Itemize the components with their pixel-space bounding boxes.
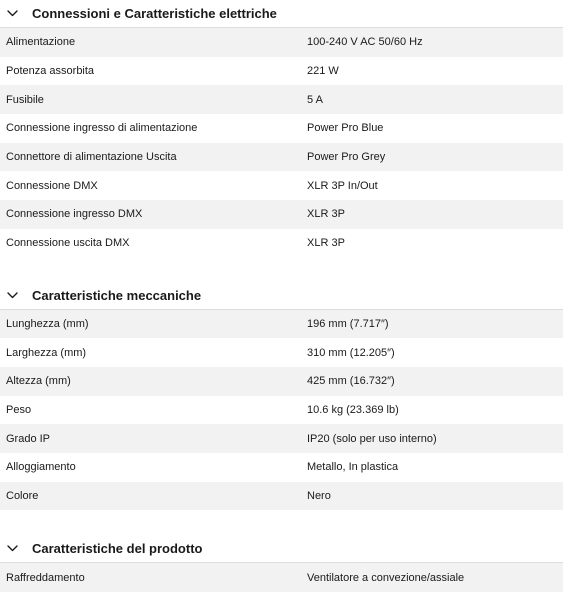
spec-label: Raffreddamento — [6, 571, 85, 584]
spec-table — [0, 309, 563, 511]
spec-row — [0, 114, 563, 143]
spec-label: Peso — [6, 403, 32, 416]
spec-row — [0, 28, 563, 57]
spec-value: 425 mm (16.732″) — [307, 375, 395, 388]
spec-label: Potenza assorbita — [6, 65, 95, 78]
section-header-electrical[interactable] — [0, 0, 563, 27]
section-title: Caratteristiche meccaniche — [32, 287, 202, 303]
spec-label: Alimentazione — [6, 36, 76, 49]
spec-label: Colore — [6, 489, 39, 502]
spec-label: Connettore di alimentazione Uscita — [6, 151, 177, 164]
spec-row — [0, 338, 563, 367]
spec-row — [0, 200, 563, 229]
chevron-down-icon[interactable] — [5, 7, 19, 21]
section-title: Connessioni e Caratteristiche elettriche — [32, 6, 277, 21]
section-product — [0, 535, 563, 592]
spec-value: Metallo, In plastica — [307, 461, 399, 474]
spec-row — [0, 453, 563, 482]
spec-label: Connessione uscita DMX — [6, 237, 130, 250]
spec-table — [0, 562, 563, 592]
spec-label: Altezza (mm) — [6, 375, 71, 388]
spec-row — [0, 424, 563, 453]
spec-row — [0, 310, 563, 339]
section-header-mechanical[interactable] — [0, 282, 563, 309]
spec-row — [0, 57, 563, 86]
spec-label: Alloggiamento — [6, 461, 76, 474]
spec-row — [0, 367, 563, 396]
section-electrical — [0, 0, 563, 258]
spec-label: Larghezza (mm) — [6, 346, 87, 359]
spec-value: Nero — [307, 489, 331, 502]
spec-value: 196 mm (7.717″) — [307, 317, 389, 330]
spec-row — [0, 482, 563, 511]
spec-value: 100-240 V AC 50/60 Hz — [307, 36, 423, 49]
section-spacer — [0, 258, 563, 282]
spec-value: XLR 3P In/Out — [307, 179, 378, 192]
spec-label: Connessione ingresso di alimentazione — [6, 122, 198, 135]
spec-row — [0, 229, 563, 258]
spec-value: 5 A — [307, 93, 323, 106]
section-header-product[interactable] — [0, 535, 563, 562]
spec-value: IP20 (solo per uso interno) — [307, 432, 437, 445]
spec-row — [0, 396, 563, 425]
spec-value: Power Pro Grey — [307, 151, 386, 164]
spec-value: Power Pro Blue — [307, 122, 384, 135]
spec-row — [0, 85, 563, 114]
spec-value: 310 mm (12.205″) — [307, 346, 395, 359]
spec-label: Grado IP — [6, 432, 51, 445]
section-title: Caratteristiche del prodotto — [32, 541, 203, 557]
spec-value: 10.6 kg (23.369 lb) — [307, 403, 399, 416]
section-mechanical — [0, 282, 563, 511]
spec-value: XLR 3P — [307, 208, 345, 221]
section-spacer — [0, 510, 563, 535]
spec-label: Lunghezza (mm) — [6, 317, 89, 330]
spec-row — [0, 563, 563, 592]
spec-label: Connessione ingresso DMX — [6, 208, 143, 221]
chevron-down-icon[interactable] — [5, 542, 19, 556]
chevron-down-icon[interactable] — [5, 288, 19, 302]
spec-label: Connessione DMX — [6, 179, 98, 192]
spec-value: 221 W — [307, 65, 339, 78]
spec-value: XLR 3P — [307, 237, 345, 250]
spec-table — [0, 27, 563, 258]
spec-label: Fusibile — [6, 93, 44, 106]
spec-row — [0, 171, 563, 200]
spec-row — [0, 143, 563, 172]
spec-value: Ventilatore a convezione/assiale — [307, 571, 465, 584]
